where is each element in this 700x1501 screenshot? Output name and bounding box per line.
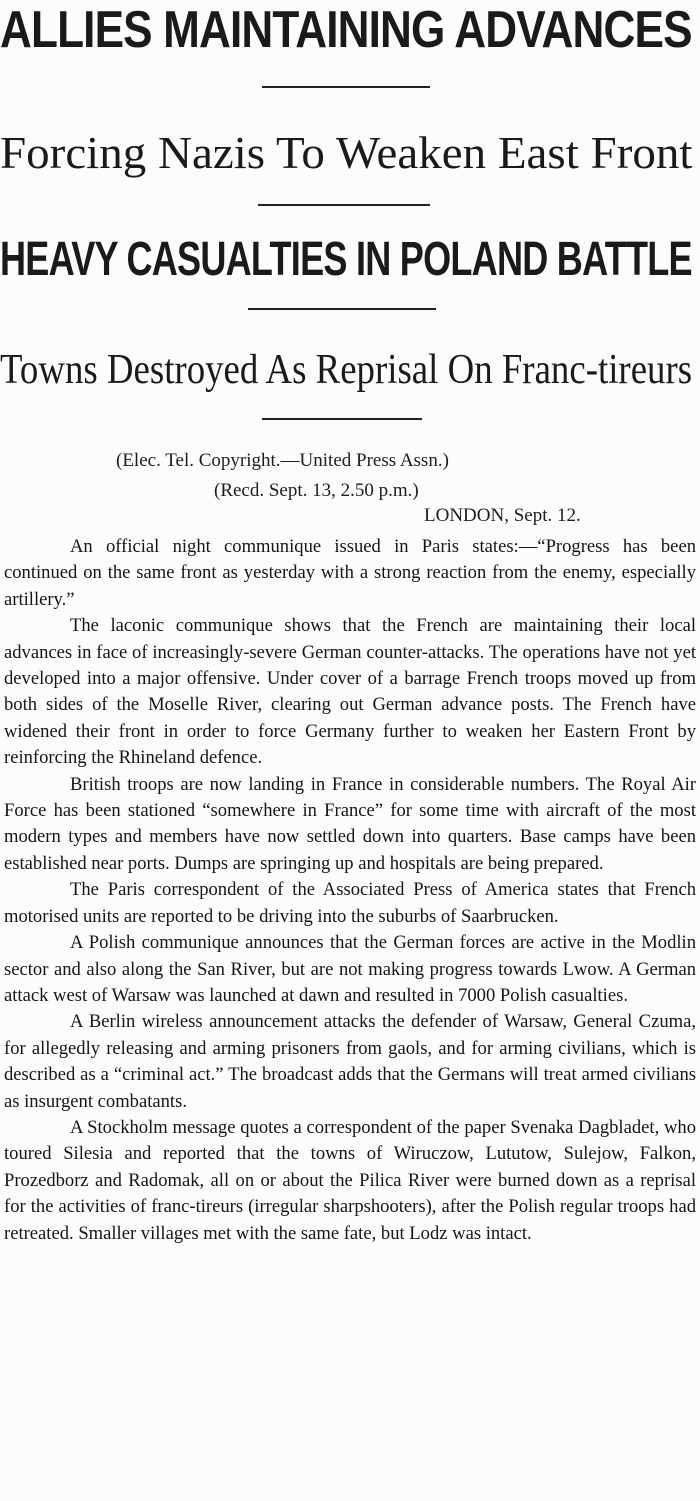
article-paragraph: A Stockholm message quotes a correspondent of the paper Svenaka Dagbladet, who toured Silesia and reported that the towns of Wiruczow, Lututow, Sulejow, Falkon, Prozedborz and Radomak, all on or about the Pilica River were burned down as a reprisal for the activities of franc-tireurs (irregular sharpshooters), after the Polish regular troops had retreated. Smaller villages met with the same fate, but Lodz was intact.	[4, 1116, 696, 1244]
received-line: (Recd. Sept. 13, 2.50 p.m.)	[214, 480, 419, 501]
divider-rule	[248, 308, 436, 310]
article-paragraph: An official night communique issued in Paris states:—“Progress has been continued on the same front as yesterday with a strong reaction from the enemy, especially artillery.”	[4, 536, 696, 610]
article-paragraph: A Polish communique announces that the German forces are active in the Modlin sector and also along the San River, but are not making progress towards Lwow. A German attack west of Warsaw was launched at dawn and resulted in 7000 Polish casualties.	[4, 932, 696, 1006]
article-paragraph: British troops are now landing in France in considerable numbers. The Royal Air Force has been stationed “somewhere in France” for some time with aircraft of the most modern types and members have now settled down into quarters. Base camps have been established near ports. Dumps are springing up and hospitals are being prepared.	[4, 773, 696, 874]
article-body	[4, 534, 696, 1247]
divider-rule	[262, 418, 422, 420]
headline-poland: HEAVY CASUALTIES IN POLAND BATTLE	[0, 233, 692, 286]
headline-reprisal: Towns Destroyed As Reprisal On Franc-tireurs	[0, 347, 693, 393]
headline-main: ALLIES MAINTAINING ADVANCES	[0, 1, 692, 59]
divider-rule	[258, 204, 430, 206]
place-date-line: LONDON, Sept. 12.	[424, 505, 581, 526]
divider-rule	[262, 86, 430, 88]
copyright-line: (Elec. Tel. Copyright.—United Press Assn.)	[116, 450, 449, 471]
headline-secondary: Forcing Nazis To Weaken East Front	[0, 127, 693, 178]
article-paragraph: A Berlin wireless announcement attacks the defender of Warsaw, General Czuma, for allegedly releasing and arming prisoners from gaols, and for arming civilians, which is described as a “criminal act.” The broadcast adds that the Germans will treat armed civilians as insurgent combatants.	[4, 1011, 696, 1112]
article-paragraph: The laconic communique shows that the French are maintaining their local advances in face of increasingly-severe German counter-attacks. The operations have not yet developed into a major offensive. Under cover of a barrage French troops moved up from both sides of the Moselle River, clearing out German advance posts. The French have widened their front in order to force Germany further to weaken her Eastern Front by reinforcing the Rhineland defence.	[4, 615, 696, 769]
article-paragraph: The Paris correspondent of the Associated Press of America states that French motorised units are reported to be driving into the suburbs of Saarbrucken.	[4, 879, 696, 927]
